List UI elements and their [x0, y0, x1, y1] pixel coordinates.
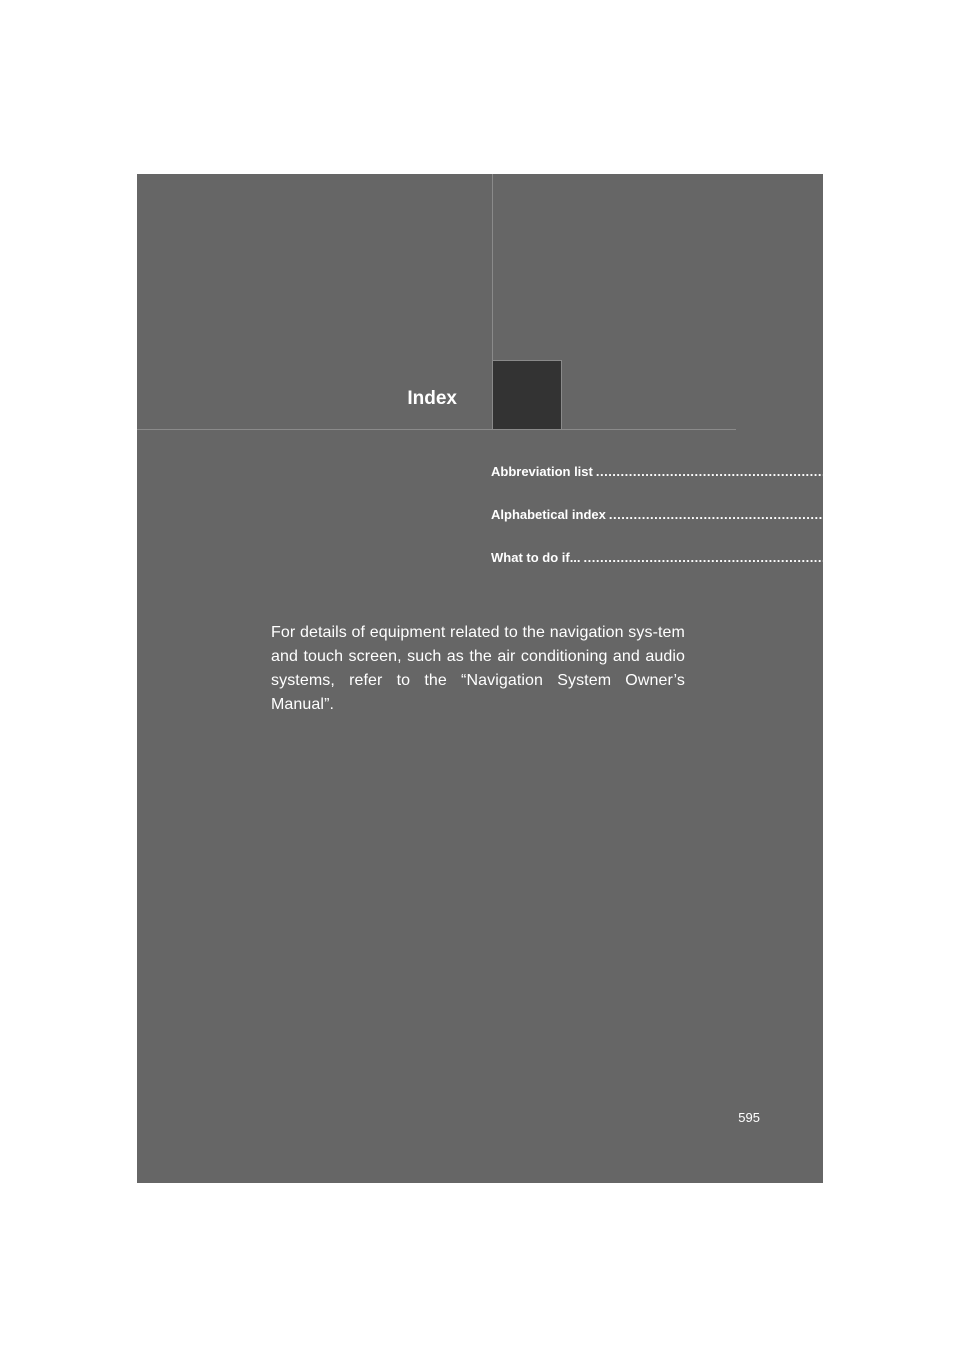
- section-tab-block: [493, 360, 562, 429]
- toc-entry-label: Abbreviation list: [491, 464, 593, 479]
- toc-entry-label: What to do if...: [491, 550, 581, 565]
- toc-entry-page: 606: [836, 550, 858, 565]
- page-number: 595: [738, 1110, 760, 1125]
- navigation-manual-note: For details of equipment related to the navigation sys-tem and touch screen, such as the air conditioning and audio systems, refer to the “Navigation System Owner’s Manual”.: [271, 624, 685, 713]
- toc-entry-label: Alphabetical index: [491, 507, 606, 522]
- toc-entry-abbreviation-list[interactable]: [491, 464, 871, 507]
- toc-leader-dots: ............................................................: [595, 464, 843, 479]
- toc-entry-what-to-do-if[interactable]: [491, 550, 858, 593]
- toc-leader-dots: ............................................................: [583, 550, 831, 565]
- toc-entry-alphabetical-index[interactable]: [491, 507, 884, 550]
- table-of-contents: [491, 464, 884, 593]
- horizontal-rule: [137, 429, 736, 430]
- toc-entry-page: 598: [861, 507, 884, 522]
- toc-leader-dots: ............................................................: [608, 507, 856, 522]
- section-title: Index: [407, 388, 457, 409]
- toc-entry-page: 596: [848, 464, 871, 479]
